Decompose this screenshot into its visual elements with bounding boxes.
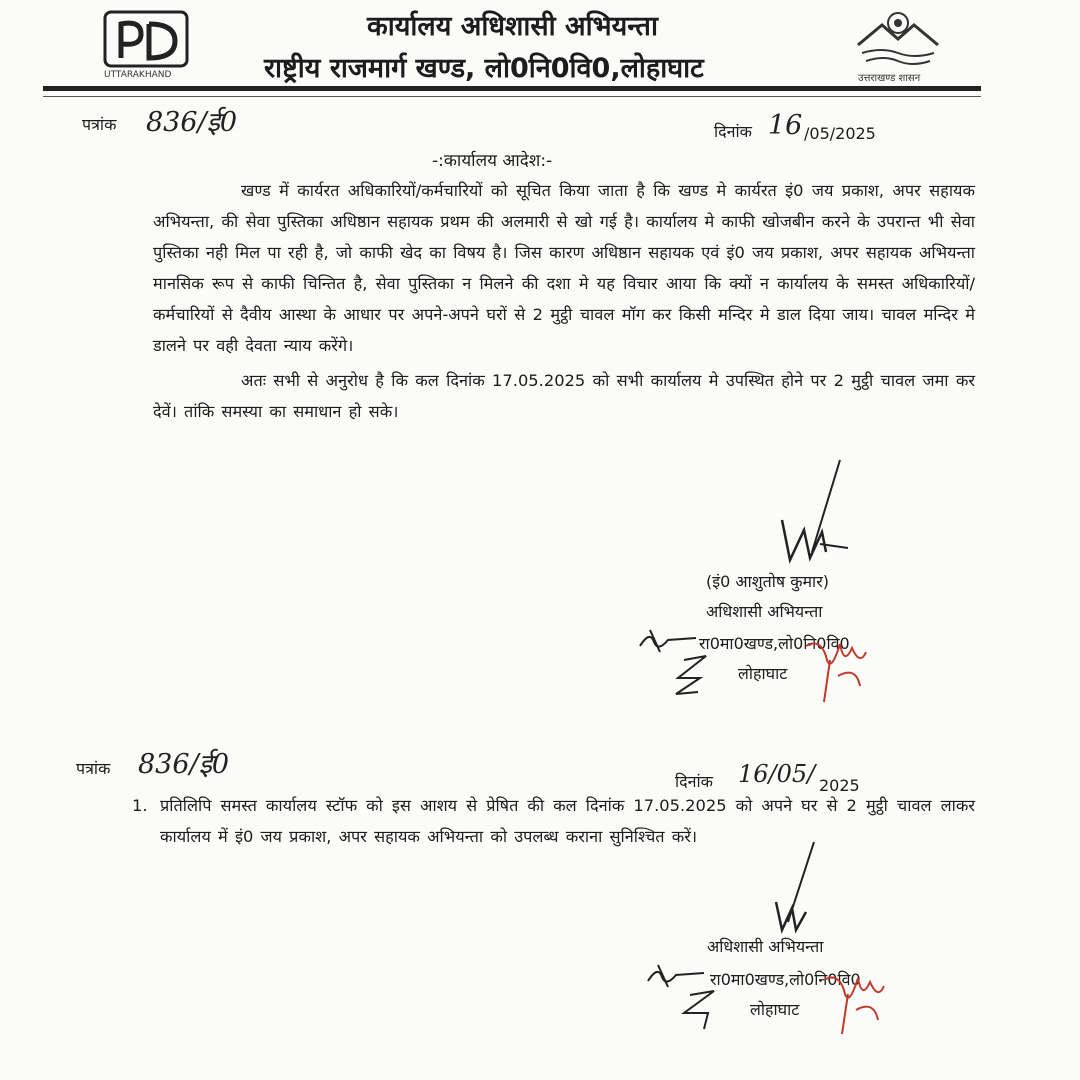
header-rule-thin [43, 96, 981, 97]
copy-red-ink-signature [818, 970, 888, 1040]
signatory-name: (इं0 आशुतोष कुमार) [706, 572, 829, 591]
copy-date-year: 2025 [819, 776, 860, 795]
signatory-office: रा0मा0खण्ड,लो0नि0वि0 [699, 634, 850, 653]
letter-number-label: पत्रांक [82, 115, 117, 134]
order-date-label: दिनांक [714, 122, 752, 141]
signature-mark [760, 460, 860, 575]
order-paragraph-1: खण्ड में कार्यरत अधिकारियों/कर्मचारियों को सूचित किया जाता है कि खण्ड मे कार्यरत इं0 जय प्रकाश, अपर सहायक अभियन्ता, की सेवा पुस्तिका अधिष्ठान सहायक प्रथम की अलमारी से खो गई है। कार्यालय मे काफी खोजबीन करने के उपरान्त भी सेवा पुस्तिका नही मिल पा रही है, जो काफी खेद का विषय है। जिस कारण अधिष्ठान सहायक एवं इं0 जय प्रकाश, अपर सहायक अभियन्ता मानसिक रूप से काफी चिन्तित है, सेवा पुस्तिका न मिलने की दशा मे यह विचार आया कि क्यों न कार्यालय के समस्त अधिकारियों/कर्मचारियों से दैवीय आस्था के आधार पर अपने-अपने घरों से 2 मुट्ठी चावल मॉग कर किसी मन्दिर मे डाल दिया जाय। चावल मन्दिर मे डालने पर वही देवता न्याय करेंगे। [153, 181, 975, 355]
copy-date-handwritten: 16/05/ [738, 760, 816, 788]
copy-signatory-designation: अधिशासी अभियन्ता [707, 937, 824, 956]
signatory-designation: अधिशासी अभियन्ता [706, 602, 823, 621]
red-ink-signature [800, 636, 870, 710]
right-logo-caption: उत्तराखण्ड शासन [858, 73, 921, 84]
header-rule [43, 86, 981, 91]
copy-letter-number-label: पत्रांक [76, 759, 111, 778]
order-body [153, 175, 975, 427]
order-heading: -:कार्यालय आदेश:- [432, 151, 553, 171]
pwd-logo [103, 10, 189, 78]
copy-initials-mark [644, 955, 724, 1035]
initials-mark [636, 620, 706, 700]
copy-item-number: 1. [132, 796, 148, 815]
order-date-rest: /05/2025 [804, 124, 876, 143]
copy-item-text: प्रतिलिपि समस्त कार्यालय स्टॉफ को इस आशय से प्रेषित की कल दिनांक 17.05.2025 को अपने घर से 2 मुट्ठी चावल लाकर कार्यालय में इं0 जय प्रकाश, अपर सहायक अभियन्ता को उपलब्ध कराना सुनिश्चित करें। [160, 796, 975, 846]
copy-letter-number-value: 836/ई0 [138, 749, 230, 780]
left-logo-caption: UTTARAKHAND [104, 70, 172, 80]
header-title-line1: कार्यालय अधिशासी अभियन्ता [367, 11, 658, 42]
header-title-line2: राष्ट्रीय राजमार्ग खण्ड, लो0नि0वि0,लोहाघाट [264, 53, 704, 84]
copy-date-label: दिनांक [675, 772, 713, 791]
order-date-day: 16 [768, 110, 803, 141]
signatory-place: लोहाघाट [738, 664, 788, 683]
letter-number-value: 836/ई0 [146, 107, 238, 138]
copy-signatory-office: रा0मा0खण्ड,लो0नि0वि0 [710, 970, 861, 989]
copy-signatory-place: लोहाघाट [750, 1000, 800, 1019]
copy-signature-mark [770, 842, 830, 942]
order-paragraph-2: अतः सभी से अनुरोध है कि कल दिनांक 17.05.2025 को सभी कार्यालय मे उपस्थित होने पर 2 मुट्ठी चावल जमा कर देवें। तांकि समस्या का समाधान हो सके। [153, 371, 975, 421]
